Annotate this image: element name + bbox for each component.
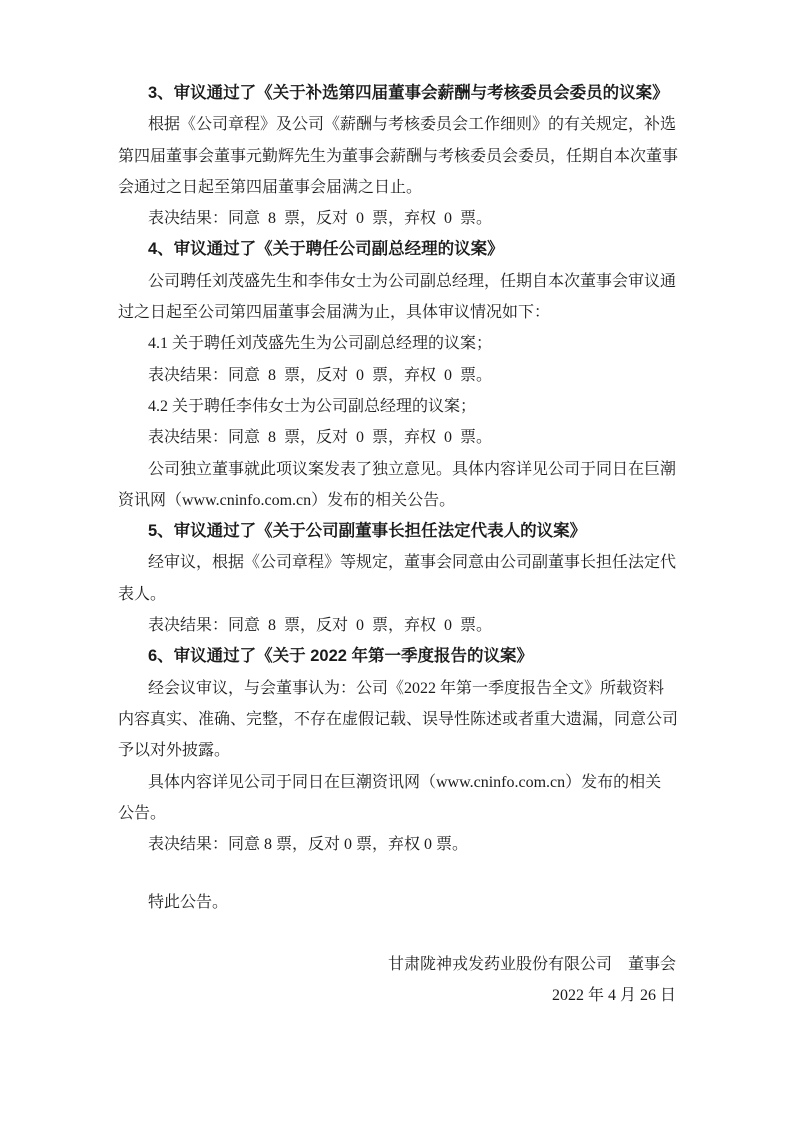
paragraph: 资讯网（www.cninfo.com.cn）发布的相关公告。 (118, 491, 456, 509)
signature-company: 甘肃陇神戎发药业股份有限公司 董事会 (387, 955, 676, 973)
vote-result: 表决结果：同意 8 票，反对 0 票，弃权 0 票。 (148, 617, 493, 635)
closing: 特此公告。 (148, 894, 229, 912)
paragraph: 4.2 关于聘任李伟女士为公司副总经理的议案； (148, 397, 477, 415)
paragraph: 内容真实、准确、完整，不存在虚假记载、误导性陈述或者重大遗漏，同意公司 (118, 710, 679, 728)
paragraph: 公司聘任刘茂盛先生和李伟女士为公司副总经理，任期自本次董事会审议通 (148, 272, 677, 290)
paragraph: 公告。 (118, 804, 167, 822)
paragraph: 第四届董事会董事元勤辉先生为董事会薪酬与考核委员会委员，任期自本次董事 (118, 147, 679, 165)
vote-result: 表决结果：同意 8 票，反对 0 票，弃权 0 票。 (148, 429, 493, 447)
paragraph: 根据《公司章程》及公司《薪酬与考核委员会工作细则》的有关规定，补选 (148, 116, 677, 134)
section-heading: 6、审议通过了《关于 2022 年第一季度报告的议案》 (148, 647, 534, 666)
paragraph: 予以对外披露。 (118, 742, 231, 760)
paragraph: 具体内容详见公司于同日在巨潮资讯网（www.cninfo.com.cn）发布的相关 (148, 773, 662, 791)
section-heading: 5、审议通过了《关于公司副董事长担任法定代表人的议案》 (148, 522, 587, 541)
paragraph: 会通过之日起至第四届董事会届满之日止。 (118, 178, 423, 196)
vote-result: 表决结果：同意 8 票，反对 0 票，弃权 0 票。 (148, 366, 493, 384)
document-body (118, 78, 678, 1011)
paragraph: 4.1 关于聘任刘茂盛先生为公司副总经理的议案； (148, 335, 493, 353)
paragraph: 公司独立董事就此项议案发表了独立意见。具体内容详见公司于同日在巨潮 (148, 460, 677, 478)
section-heading: 3、审议通过了《关于补选第四届董事会薪酬与考核委员会委员的议案》 (148, 84, 669, 102)
signature-date: 2022 年 4 月 26 日 (551, 987, 676, 1005)
vote-result: 表决结果：同意 8 票，反对 0 票，弃权 0 票。 (148, 836, 469, 854)
paragraph: 经会议审议，与会董事认为：公司《2022 年第一季度报告全文》所载资料 (148, 679, 665, 697)
paragraph: 过之日起至公司第四届董事会届满为止，具体审议情况如下： (118, 304, 551, 322)
vote-result: 表决结果：同意 8 票，反对 0 票，弃权 0 票。 (148, 210, 493, 228)
section-heading: 4、审议通过了《关于聘任公司副总经理的议案》 (148, 240, 504, 259)
paragraph: 表人。 (118, 585, 167, 603)
paragraph: 经审议，根据《公司章程》等规定，董事会同意由公司副董事长担任法定代 (148, 554, 677, 572)
